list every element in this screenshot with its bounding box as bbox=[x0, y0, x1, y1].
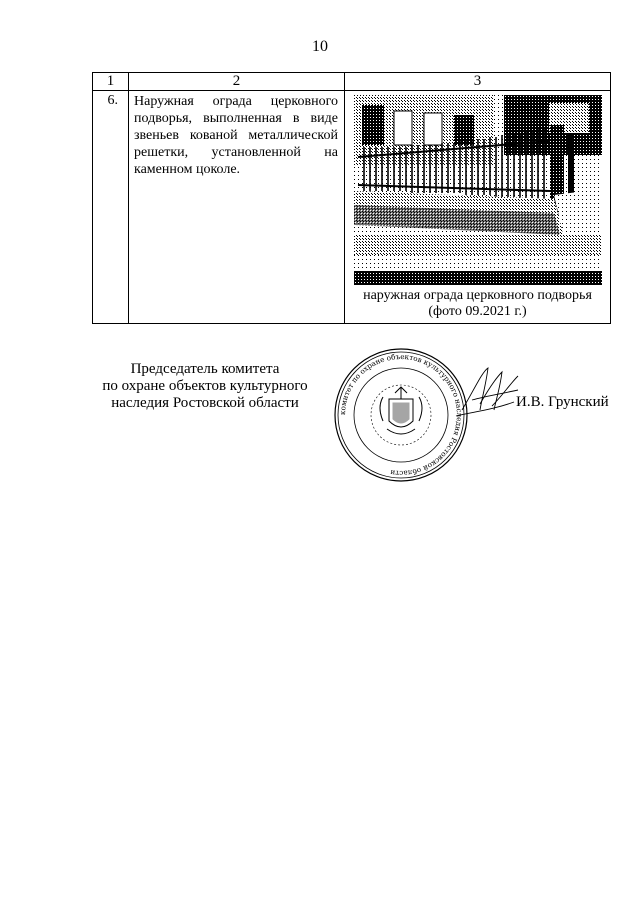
column-header-3: 3 bbox=[345, 73, 611, 91]
table-row bbox=[93, 91, 611, 324]
photo-caption bbox=[353, 288, 602, 320]
signatory-name: И.В. Грунский bbox=[516, 394, 609, 410]
signatory-title-line3: наследия Ростовской области bbox=[111, 395, 299, 411]
signatory-title bbox=[92, 361, 318, 412]
page-number: 10 bbox=[312, 38, 328, 55]
coat-of-arms-icon bbox=[380, 387, 422, 434]
row-number: 6. bbox=[93, 91, 129, 324]
seal-text: комитет по охране объектов культурного наследия Ростовской области bbox=[337, 351, 465, 479]
signatory-title-line1: Председатель комитета bbox=[130, 361, 280, 377]
fence-photo bbox=[354, 95, 602, 285]
official-seal bbox=[333, 347, 469, 483]
photo-caption-line1: наружная ограда церковного подворья bbox=[363, 288, 592, 303]
column-header-2: 2 bbox=[129, 73, 345, 91]
column-header-1: 1 bbox=[93, 73, 129, 91]
photo-caption-line2: (фото 09.2021 г.) bbox=[428, 304, 527, 319]
handwritten-signature bbox=[452, 360, 528, 422]
signatory-title-line2: по охране объектов культурного bbox=[102, 378, 308, 394]
objects-table bbox=[92, 72, 611, 324]
photo-cell bbox=[345, 91, 611, 324]
table-header-row bbox=[93, 73, 611, 91]
object-description: Наружная ограда церковного подворья, выполненная в виде звеньев кованой металлической решетки, установленной на каменном цоколе. bbox=[129, 91, 345, 324]
